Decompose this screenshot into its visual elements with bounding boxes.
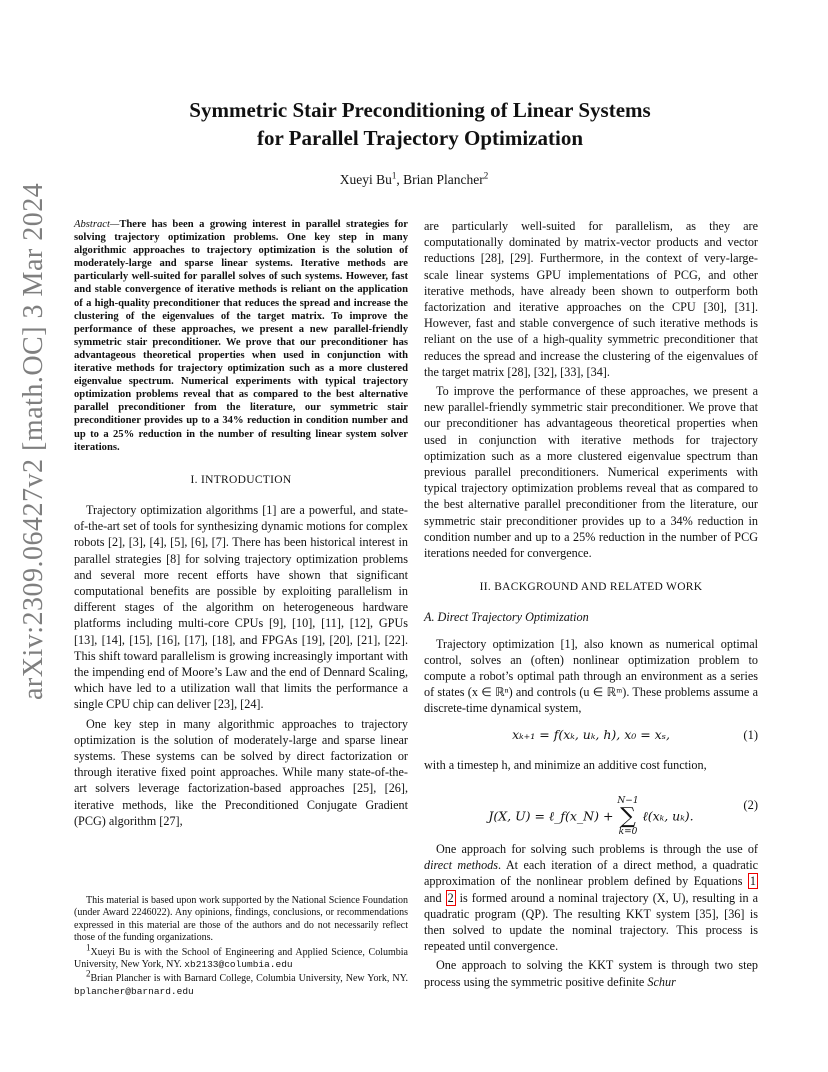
arxiv-identifier-stamp: arXiv:2309.06427v2 [math.OC] 3 Mar 2024	[18, 182, 49, 700]
abstract	[74, 218, 408, 454]
emphasis: direct methods	[424, 858, 499, 873]
abstract-lead: Abstract—	[74, 219, 120, 230]
section-heading: I. INTRODUCTION	[190, 473, 292, 486]
equation-2	[424, 781, 758, 837]
summation-lower: k=0	[618, 826, 638, 837]
equation-number: (2)	[743, 797, 758, 812]
text-run: One approach to solving the KKT system is through two step process using the symmetric positive definite	[424, 958, 758, 989]
right-column	[424, 218, 758, 993]
left-column	[74, 218, 408, 832]
equation-lhs: J(X, U) = ℓ_f(x_N) +	[488, 808, 618, 824]
abstract-text: There has been a growing interest in parallel strategies for solving trajectory optimization problems. One key step in many algorithmic approaches to trajectory optimization is the solution of moderately-large and sparse linear systems. Iterative methods are particularly well-suited for parallel solves of such systems. However, fast and stable convergence of iterative methods is reliant on the application of a high-quality preconditioner that reduces the spread and increase the clustering of the eigenvalues of the target matrix. To improve the performance of these approaches, we present a new parallel-friendly symmetric stair preconditioner. We prove that our preconditioner has advantageous theoretical properties when used in conjunction with iterative methods for trajectory optimization such as a more clustered eigenvalue spectrum. Numerical experiments with typical trajectory optimization problems reveal that as compared to the best alternative parallel preconditioner from the literature, our symmetric stair preconditioner provides up to a 34% reduction in condition number and up to a 25% reduction in the number of resulting linear system solver iterations.	[74, 219, 408, 453]
subsection-heading: A. Direct Trajectory Optimization	[424, 610, 589, 625]
paragraph: with a timestep h, and minimize an additive cost function,	[424, 757, 707, 772]
email-link[interactable]: bplancher@barnard.edu	[74, 985, 194, 997]
footnote-mark: 1	[86, 942, 91, 953]
summation-symbol: ∑	[620, 803, 636, 829]
text-run: and	[424, 890, 446, 905]
equation-number: (1)	[743, 727, 758, 742]
text-run: is formed around a nominal trajectory (X, U), resulting in a quadratic program (QP). The resulting KKT system [35], [36] is then solved to update the nominal trajectory. This process is repeated until convergence.	[424, 890, 758, 954]
equation-link[interactable]: 1	[749, 874, 756, 889]
text-run: . At each iteration of a direct method, a quadratic approximation of the nonlinear problem defined by Equations	[424, 858, 758, 889]
footnote-funding: This material is based upon work supported by the National Science Foundation (under Award 2246022). Any opinions, findings, conclusions, or recommendations expressed in this material are those of the authors and do not necessarily reflect those of the funding organizations.	[74, 895, 408, 944]
emphasis: Schur	[647, 974, 676, 989]
section-heading: II. BACKGROUND AND RELATED WORK	[479, 581, 703, 594]
author-separator: ,	[396, 172, 404, 187]
equation-link[interactable]: 2	[447, 890, 454, 905]
equation-body	[424, 797, 758, 837]
author-name: Brian Plancher	[403, 172, 484, 187]
paragraph: Trajectory optimization algorithms [1] are a powerful, and state-of-the-art set of tools for synthesizing dynamic motions for complex robots [2], [3], [4], [5], [6], [7]. There has been historical interest in parallel strategies [8] for solving trajectory optimization problems and several more recent efforts have shown that significant computational benefits are possible by exploiting parallelism in different stages of the algorithm on heterogeneous hardware platforms including multi-core CPUs [9], [10], [11], [12], GPUs [13], [14], [15], [16], [17], [18], and FPGAs [19], [20], [21], [22]. This shift toward parallelism is growing increasingly important with the impending end of Moore’s Law and the end of Dennard Scaling, which have led to a utilization wall that limits the performance a single CPU chip can deliver [23], [24].	[74, 502, 408, 712]
paragraph	[424, 841, 758, 954]
author-list	[200, 172, 628, 188]
paragraph: To improve the performance of these approaches, we present a new parallel-friendly symmetric stair preconditioner. We prove that our preconditioner has advantageous theoretical properties when used in conjunction with iterative methods for trajectory optimization such as a more clustered eigenvalue spectrum than previous parallel preconditioners. Numerical experiments with typical trajectory optimization problems reveal that as compared to the best alternative parallel preconditioner from the literature, our symmetric stair preconditioner provides up to a 34% reduction in condition number and up to a 25% reduction in the number of PCG iterations needed for convergence.	[424, 384, 758, 561]
footnote-author-1	[74, 942, 408, 972]
affiliation-mark: 2	[483, 170, 489, 181]
email-link[interactable]: xb2133@columbia.edu	[184, 959, 293, 971]
author-name: Xueyi Bu	[339, 172, 392, 187]
footnotes	[74, 895, 408, 1000]
summation-sign	[617, 797, 638, 837]
footnote-mark: 2	[86, 969, 91, 980]
title-line-1: Symmetric Stair Preconditioning of Linear Systems	[189, 98, 651, 122]
paragraph: One key step in many algorithmic approaches to trajectory optimization is the solution of moderately-large and sparse linear systems. These systems can be solved by direct factorization or through iterative fixed point approaches. While many state-of-the-art solvers leverage factorization-based approaches [25], [26], iterative methods, like the Preconditioned Conjugate Gradient (PCG) algorithm [27],	[74, 716, 408, 828]
equation-1	[424, 725, 758, 749]
affiliation-mark: 1	[391, 170, 397, 181]
text-run: One approach for solving such problems is through the use of	[436, 841, 758, 856]
footnote-text: Brian Plancher is with Barnard College, Columbia University, New York, NY.	[90, 973, 408, 985]
equation-rhs: ℓ(xₖ, uₖ).	[638, 808, 694, 824]
footnote-author-2	[74, 969, 408, 998]
paper-title	[120, 96, 720, 152]
summation-upper: N−1	[617, 795, 639, 806]
footnote-text: Xueyi Bu is with the School of Engineering and Applied Science, Columbia University, New York, NY.	[74, 946, 408, 971]
title-line-2: for Parallel Trajectory Optimization	[257, 126, 583, 150]
paragraph	[424, 957, 758, 989]
paragraph: Trajectory optimization [1], also known as numerical optimal control, solves an (often) nonlinear optimization problem to compute a robot’s optimal path through an environment as a series of states (x ∈ ℝⁿ) and controls (u ∈ ℝᵐ). These problems assume a discrete-time dynamical system,	[424, 636, 758, 716]
paragraph: are particularly well-suited for parallelism, as they are computationally dominated by matrix-vector products and vector reductions [28], [29]. Furthermore, in the context of very-large-scale linear systems GPU implementations of PCG, and other iterative methods, have already been shown to outperform both factorization and iterative approaches on the CPU [30], [31]. However, fast and stable convergence of such iterative methods is reliant on the use of a high-quality symmetric preconditioner that reduces the spread and increase the clustering of the eigenvalues of the target matrix [28], [32], [33], [34].	[424, 219, 758, 379]
equation-body: xₖ₊₁ = f(xₖ, uₖ, h), x₀ = xₛ,	[512, 726, 670, 742]
